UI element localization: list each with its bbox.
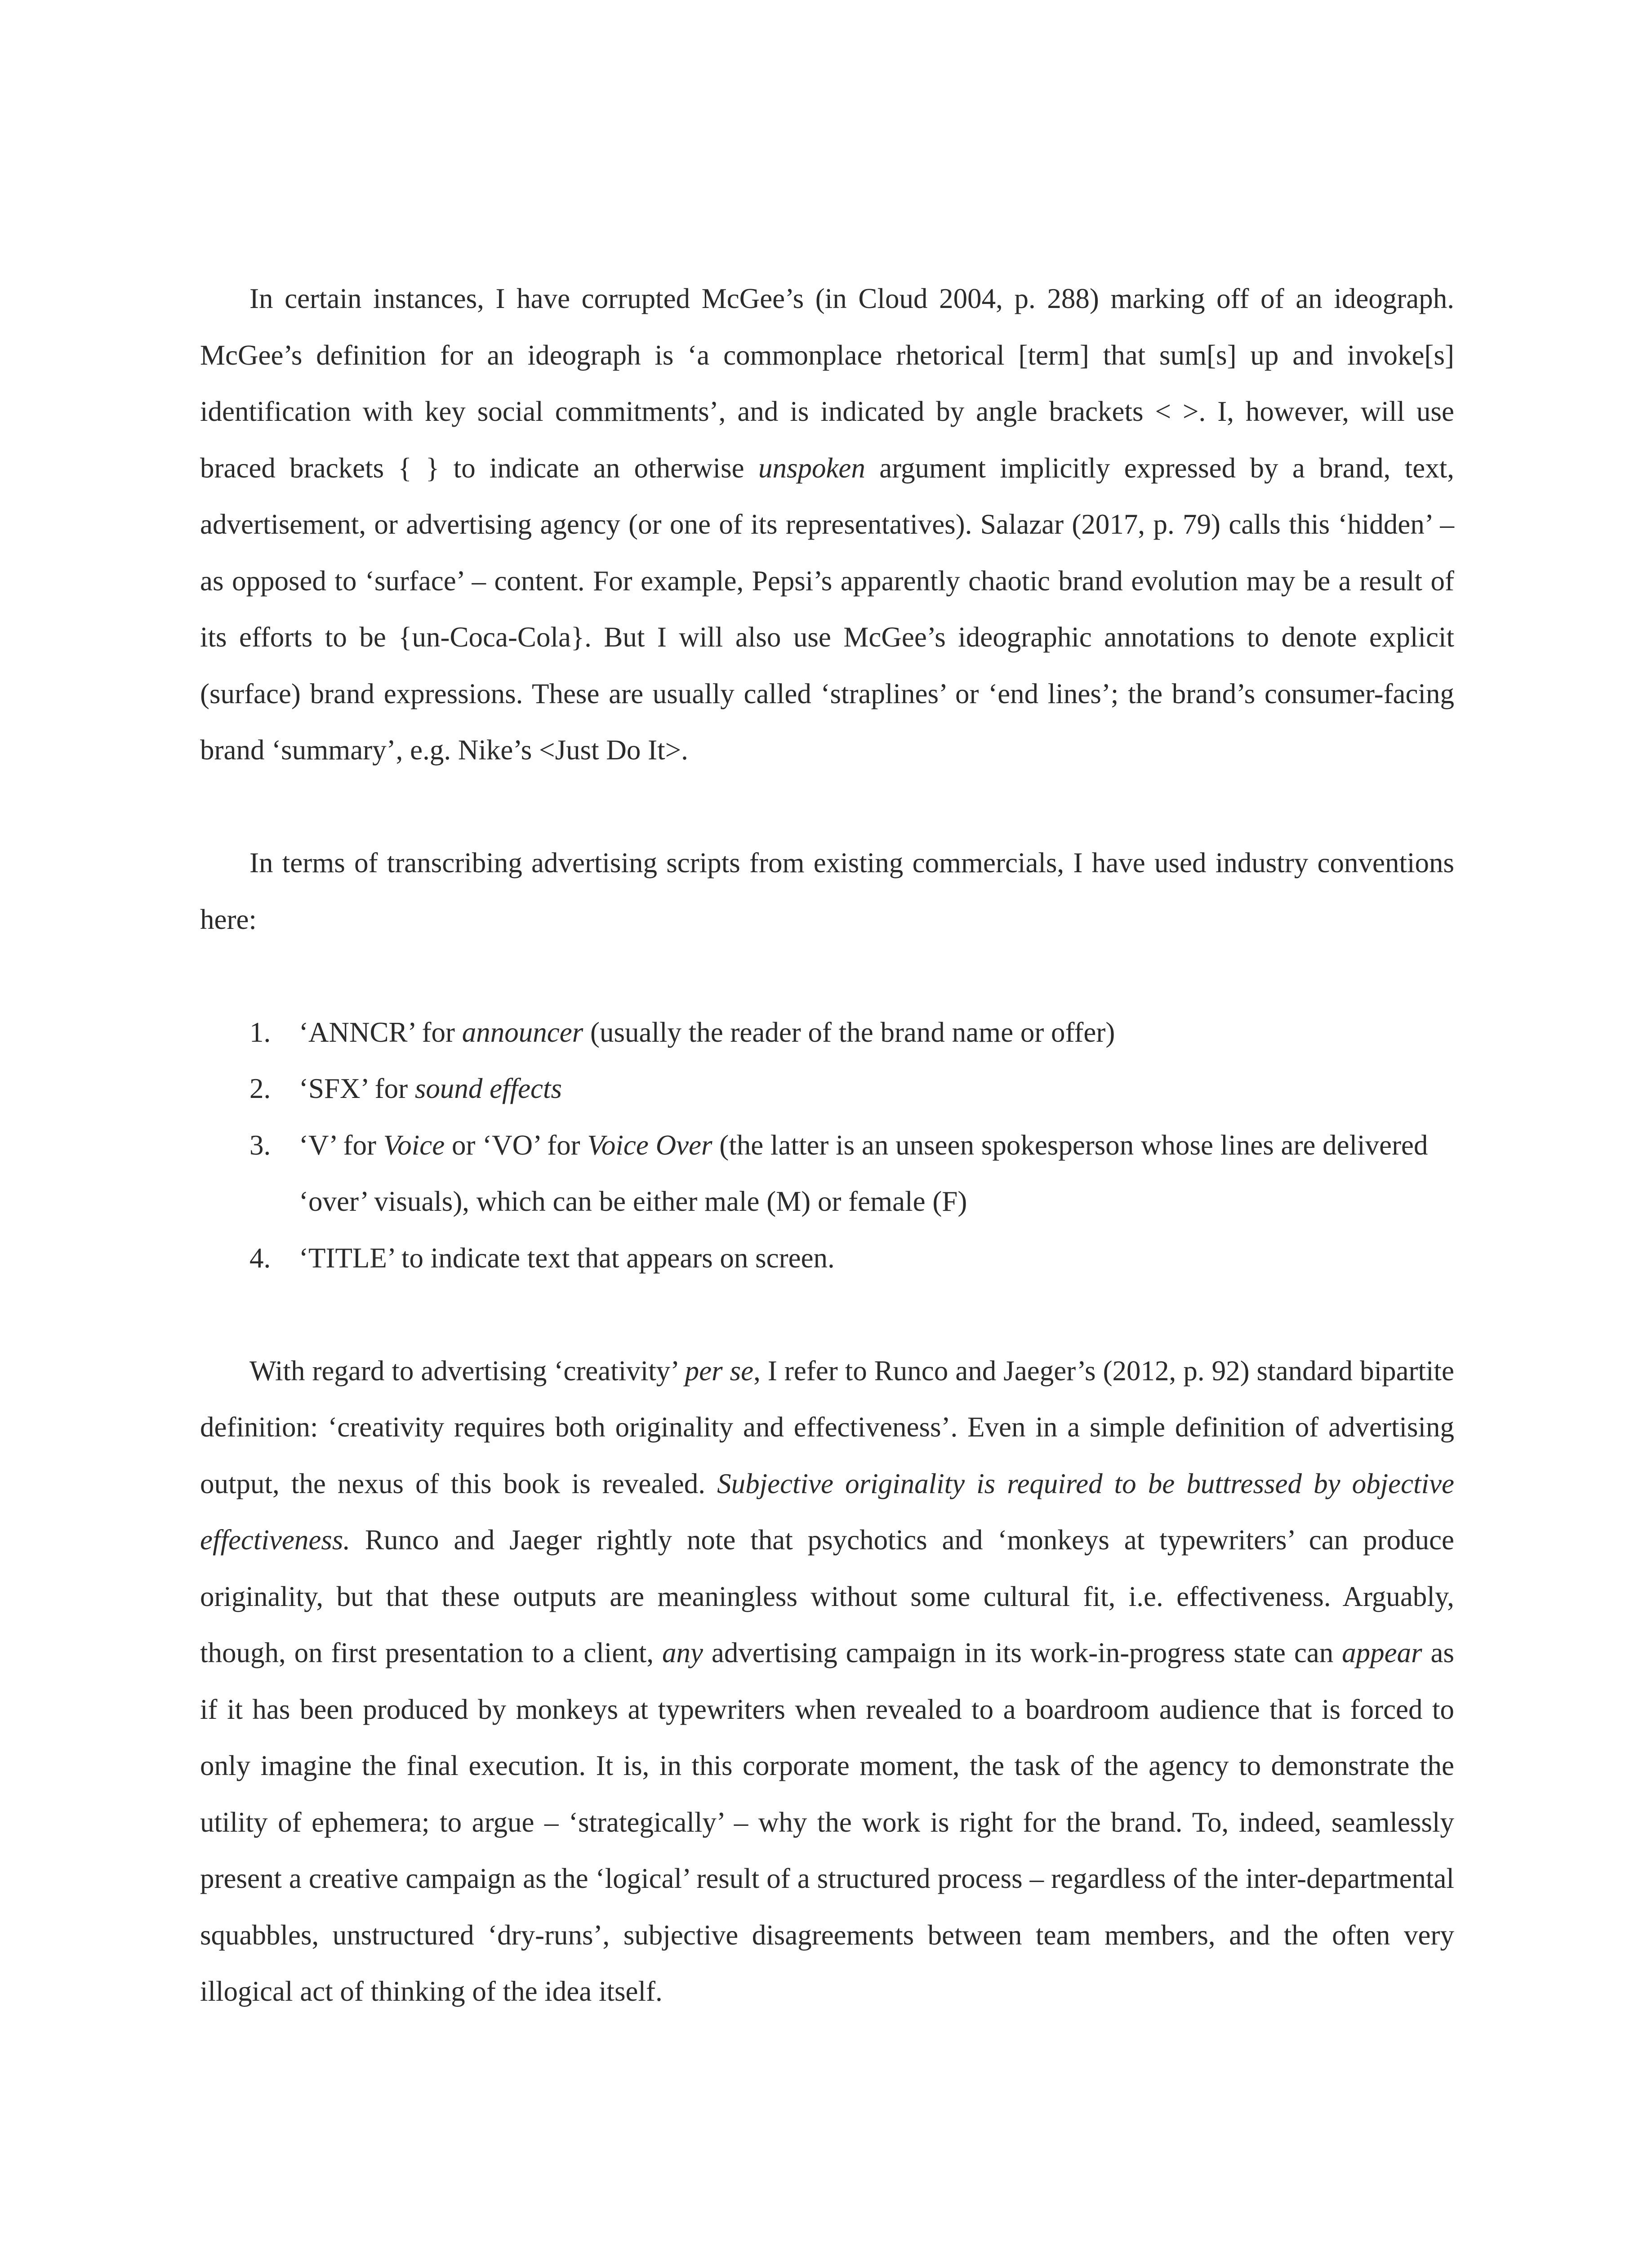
paragraph-spacer: [200, 948, 1454, 1004]
list-number: 4.: [249, 1242, 271, 1274]
list-text: ‘V’ for: [299, 1129, 383, 1161]
list-text: ‘TITLE’ to indicate text that appears on screen.: [299, 1242, 835, 1274]
list-text: (the latter is an unseen spokesperson whose lines are delivered ‘over’ visuals), which can be either male (M) or female (F): [299, 1129, 1428, 1217]
list-number: 2.: [249, 1073, 271, 1104]
paragraph-text: as if it has been produced by monkeys at typewriters when revealed to a boardroom audience that is forced to only imagine the final execution. It is, in this corporate moment, the task of the agency to demonstrate the utility of ephemera; to argue – ‘strategically’ – why the work is right for the brand. To, indeed, seamlessly present a creative campaign as the ‘logical’ result of a structured process – regardless of the inter-departmental squabbles, unstructured ‘dry-runs’, subjective disagreements between team members, and the often very illogical act of thinking of the idea itself.: [200, 1637, 1455, 2007]
list-number: 1.: [249, 1016, 271, 1048]
paragraph-text: Runco and Jaeger rightly note that psychotics and ‘monkeys at typewriters’ can produce originality, but that these outputs are meaningless without some cultural fit, i.e. effectiveness. Arguably, though, on first presentation to a client,: [200, 1524, 1454, 1668]
paragraph-spacer: [200, 1286, 1454, 1343]
italic-text: Subjective originality is required to be buttressed by objective effectiveness.: [200, 1467, 1454, 1556]
paragraph-text: advertising campaign in its work-in-progress state can: [703, 1637, 1342, 1668]
list-text: ‘ANNCR’ for: [299, 1016, 462, 1048]
italic-text: announcer: [462, 1016, 583, 1048]
italic-text: Voice: [383, 1129, 445, 1161]
list-number: 3.: [249, 1129, 271, 1161]
italic-text: unspoken: [758, 452, 865, 484]
paragraph-text: , I refer to Runco and Jaeger’s (2012, p. 92) standard bipartite definition: ‘creativity requires both originality and effectiveness’. Even in a simple definition of advertising output, the nexus of this book is revealed.: [200, 1355, 1454, 1499]
paragraph-creativity: [200, 1343, 1454, 2020]
paragraph-text: In terms of transcribing advertising scripts from existing commercials, I have used industry conventions here:: [200, 847, 1454, 935]
italic-text: Voice Over: [587, 1129, 712, 1161]
paragraph-text: In certain instances, I have corrupted McGee’s (in Cloud 2004, p. 288) marking off of an ideograph. McGee’s definition for an ideograph is ‘a commonplace rhetorical [term] that sum[s] up and invoke[s] identification with key social commitments’, and is indicated by angle brackets < >. I, however, will use braced brackets { } to indicate an otherwise: [200, 283, 1454, 484]
paragraph-text: With regard to advertising ‘creativity’: [249, 1355, 685, 1387]
list-text: (usually the reader of the brand name or offer): [583, 1016, 1115, 1048]
paragraph-transcribing: [200, 835, 1454, 948]
paragraph-text: argument implicitly expressed by a brand, text, advertisement, or advertising agency (or one of its representatives). Salazar (2017, p. 79) calls this ‘hidden’ – as opposed to ‘surface’ – content. For example, Pepsi’s apparently chaotic brand evolution may be a result of its efforts to be {un-Coca-Cola}. But I will also use McGee’s ideographic annotations to denote explicit (surface) brand expressions. These are usually called ‘straplines’ or ‘end lines’; the brand’s consumer-facing brand ‘summary’, e.g. Nike’s <Just Do It>.: [200, 452, 1454, 766]
italic-text: per se: [685, 1355, 754, 1387]
list-item: [200, 1117, 1454, 1230]
paragraph-ideograph: [200, 271, 1454, 779]
list-item: [200, 1004, 1454, 1061]
italic-text: appear: [1342, 1637, 1422, 1668]
italic-text: sound effects: [414, 1073, 562, 1104]
list-text: ‘SFX’ for: [299, 1073, 415, 1104]
paragraph-spacer: [200, 779, 1454, 835]
list-item: [200, 1061, 1454, 1117]
body-text: [200, 271, 1454, 2020]
conventions-list: [200, 1004, 1454, 1287]
italic-text: any: [662, 1637, 703, 1668]
list-text: or ‘VO’ for: [445, 1129, 588, 1161]
list-item: [200, 1230, 1454, 1287]
